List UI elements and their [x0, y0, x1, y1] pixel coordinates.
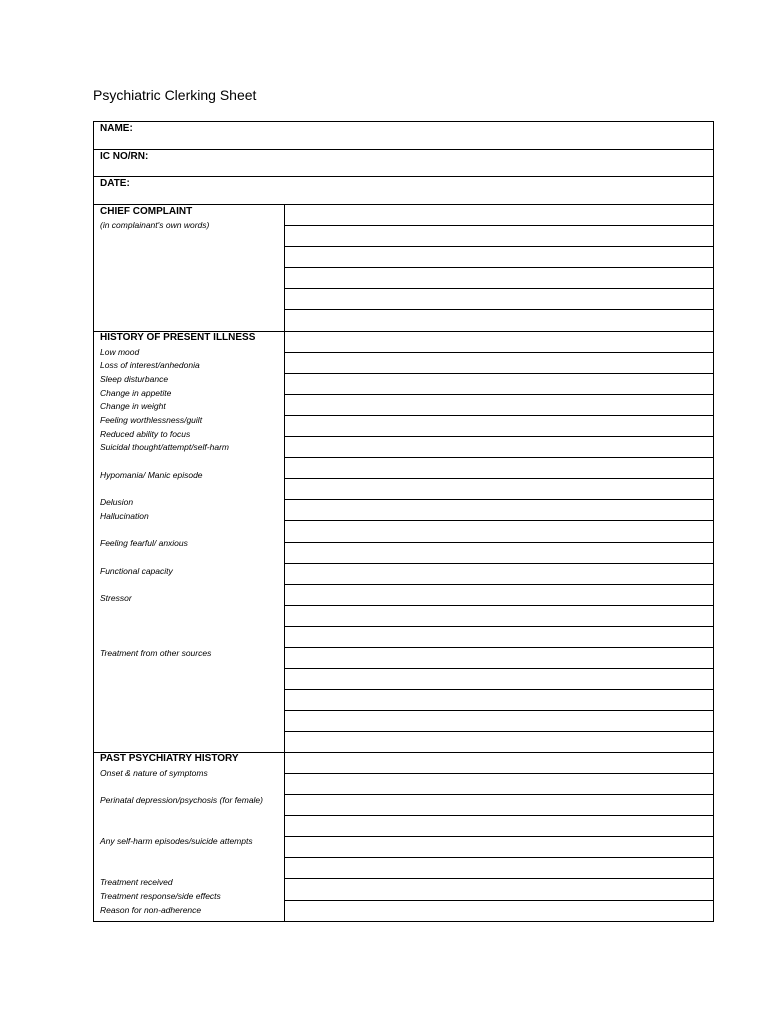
entry-line [285, 478, 713, 479]
hpi-item: Feeling worthlessness/guilt [100, 415, 203, 425]
entry-line [285, 773, 713, 774]
pph-item: Onset & nature of symptoms [100, 768, 208, 778]
entry-line [285, 689, 713, 690]
entry-line [285, 605, 713, 606]
entry-line [285, 731, 713, 732]
entry-line [285, 647, 713, 648]
entry-line [285, 394, 713, 395]
entry-line [285, 900, 713, 901]
hpi-item: Delusion [100, 497, 134, 507]
entry-line [285, 836, 713, 837]
divider [94, 149, 713, 150]
hpi-item: Functional capacity [100, 566, 173, 576]
pph-item: Treatment received [100, 877, 173, 887]
entry-line [285, 857, 713, 858]
date-label: DATE: [100, 178, 130, 189]
name-label: NAME: [100, 123, 133, 134]
hpi-item: Hypomania/ Manic episode [100, 470, 203, 480]
entry-line [285, 457, 713, 458]
entry-line [285, 267, 713, 268]
entry-line [285, 563, 713, 564]
chief-complaint-subheading: (in complainant's own words) [100, 220, 210, 230]
hpi-item: Low mood [100, 347, 140, 357]
entry-line [285, 415, 713, 416]
divider [94, 176, 713, 177]
hpi-item: Loss of interest/anhedonia [100, 360, 200, 370]
pph-item: Reason for non-adherence [100, 905, 202, 915]
entry-line [285, 436, 713, 437]
ic-label: IC NO/RN: [100, 151, 149, 162]
entry-line [285, 225, 713, 226]
hpi-item: Hallucination [100, 511, 149, 521]
divider [94, 204, 713, 205]
entry-line [285, 815, 713, 816]
entry-line [285, 373, 713, 374]
entry-line [285, 499, 713, 500]
pph-item: Any self-harm episodes/suicide attempts [100, 836, 253, 846]
hpi-item: Change in appetite [100, 388, 172, 398]
pph-heading: PAST PSYCHIATRY HISTORY [100, 753, 239, 764]
entry-line [285, 794, 713, 795]
hpi-item: Change in weight [100, 401, 166, 411]
hpi-heading: HISTORY OF PRESENT ILLNESS [100, 332, 256, 343]
clerking-form [93, 121, 714, 922]
entry-line [285, 710, 713, 711]
hpi-item: Treatment from other sources [100, 648, 212, 658]
entry-line [285, 878, 713, 879]
page-title: Psychiatric Clerking Sheet [93, 87, 257, 103]
entry-line [285, 352, 713, 353]
hpi-item: Reduced ability to focus [100, 429, 191, 439]
entry-line [285, 668, 713, 669]
pph-item: Perinatal depression/psychosis (for female) [100, 795, 263, 805]
hpi-item: Sleep disturbance [100, 374, 169, 384]
entry-line [285, 520, 713, 521]
hpi-item: Feeling fearful/ anxious [100, 538, 188, 548]
entry-line [285, 246, 713, 247]
entry-line [285, 309, 713, 310]
entry-line [285, 542, 713, 543]
chief-complaint-heading: CHIEF COMPLAINT [100, 206, 193, 217]
pph-item: Treatment response/side effects [100, 891, 221, 901]
entry-line [285, 626, 713, 627]
hpi-item: Suicidal thought/attempt/self-harm [100, 442, 229, 452]
entry-line [285, 584, 713, 585]
hpi-item: Stressor [100, 593, 132, 603]
entry-line [285, 288, 713, 289]
